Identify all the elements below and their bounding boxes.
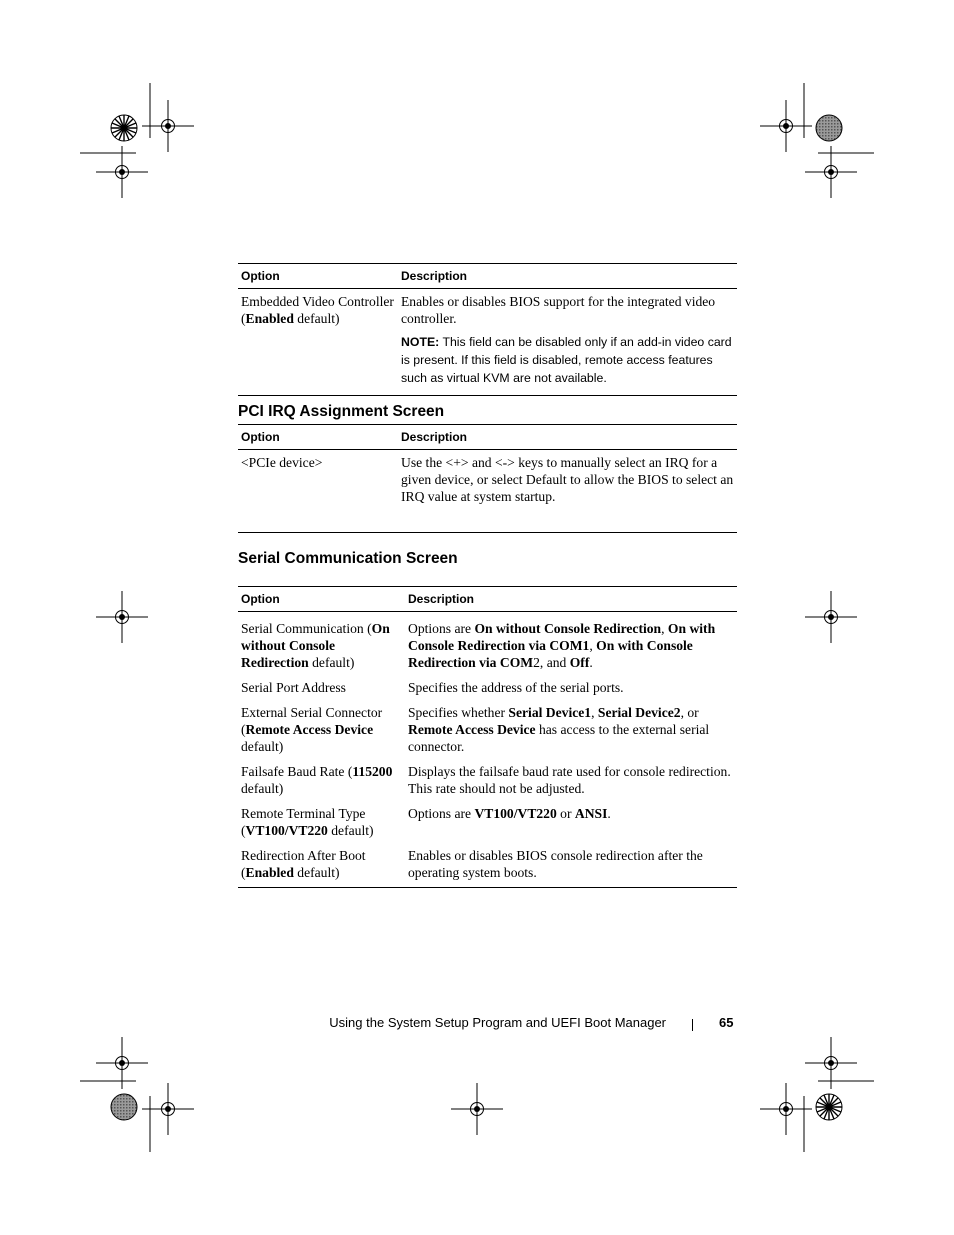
text-run: default) [293,865,340,880]
bold-text: Remote Access Device [245,722,374,737]
text-run: External Serial Connector ( [241,705,383,737]
table-row [238,289,737,396]
description-cell [405,843,737,888]
table-row [238,450,737,533]
text-run: default) [241,739,284,754]
table-row [238,700,737,759]
text-run: , [589,638,597,653]
text-run: Failsafe Baud Rate ( [241,764,353,779]
section-heading-pci-irq: PCI IRQ Assignment Screen [238,403,445,420]
bold-text: Serial Device1 [508,705,592,720]
text-run: . [589,655,593,670]
text-run: <PCIe device> [241,455,323,470]
description-cell [405,759,737,801]
description-text [401,293,734,327]
table-row [238,675,737,700]
table-row [238,843,737,888]
option-cell [238,289,398,396]
text-run: Specifies whether [408,705,509,720]
column-header-description: Description [398,264,737,289]
pci-irq-table [238,424,737,533]
option-cell [238,612,405,676]
text-run: , [661,621,668,636]
bold-text: Serial Device2 [597,705,681,720]
bold-text: On without Console Redirection [474,621,662,636]
option-cell [238,450,398,533]
chapter-title: Using the System Setup Program and UEFI Boot Manager [329,1015,666,1030]
table-row [238,612,737,676]
column-header-description: Description [398,425,737,450]
serial-communication-table [238,586,737,888]
description-cell [405,675,737,700]
text-run: Remote Terminal Type ( [241,806,366,838]
footer-separator [692,1019,693,1031]
note-box [401,333,734,387]
text-run: Specifies the address of the serial ports. [408,680,624,695]
bold-text: On with Console Redirection via COM1 [408,621,716,653]
bold-text: 115200 [352,764,393,779]
page-footer [0,1015,954,1035]
bold-text: ANSI [574,806,608,821]
bold-text: On with Console Redirection via COM [408,638,693,670]
bold-text: On without Console Redirection [241,621,390,670]
column-header-option: Option [238,587,405,612]
embedded-video-table [238,263,737,396]
option-cell [238,759,405,801]
text-run: or [556,806,575,821]
section-heading-serial-communication: Serial Communication Screen [238,550,458,567]
text-run: Redirection After Boot ( [241,848,366,880]
bold-text: Off [569,655,590,670]
option-cell [238,843,405,888]
page-number: 65 [719,1015,734,1030]
text-run: Displays the failsafe baud rate used for console redirection. This rate should not be adjusted. [408,764,731,796]
option-cell [238,675,405,700]
text-run: Embedded Video Controller ( [241,294,394,326]
text-run: . [607,806,611,821]
text-run: Use the <+> and <-> keys to manually select an IRQ for a given device, or select Default to allow the BIOS to select an IRQ value at system startup. [401,455,734,504]
text-run: , or [680,705,699,720]
option-cell [238,700,405,759]
text-run: default) [293,311,340,326]
note-label: NOTE: [401,335,440,349]
text-run: default) [327,823,374,838]
bold-text: Enabled [245,311,294,326]
text-run: Options are [408,621,475,636]
text-run: Serial Communication ( [241,621,372,636]
description-cell [398,450,737,533]
description-cell [405,700,737,759]
column-header-option: Option [238,425,398,450]
table-row [238,759,737,801]
text-run: Options are [408,806,475,821]
text-run: Enables or disables BIOS support for the integrated video controller. [401,294,716,326]
note-text: This field can be disabled only if an add-in video card is present. If this field is disabled, remote access features such as virtual KVM are not available. [401,335,732,385]
text-run: , [591,705,598,720]
description-cell [405,612,737,676]
bold-text: Enabled [245,865,294,880]
table-row [238,801,737,843]
option-cell [238,801,405,843]
text-run: Serial Port Address [241,680,346,695]
bold-text: VT100/VT220 [474,806,557,821]
bold-text: Remote Access Device [408,722,536,737]
text-run: has access to the external serial connector. [408,722,710,754]
bold-text: VT100/VT220 [245,823,328,838]
column-header-description: Description [405,587,737,612]
text-run: 2, and [533,655,570,670]
text-run: default) [308,655,355,670]
description-cell [398,289,737,396]
text-run: Enables or disables BIOS console redirection after the operating system boots. [408,848,703,880]
text-run: default) [241,781,284,796]
description-cell [405,801,737,843]
column-header-option: Option [238,264,398,289]
